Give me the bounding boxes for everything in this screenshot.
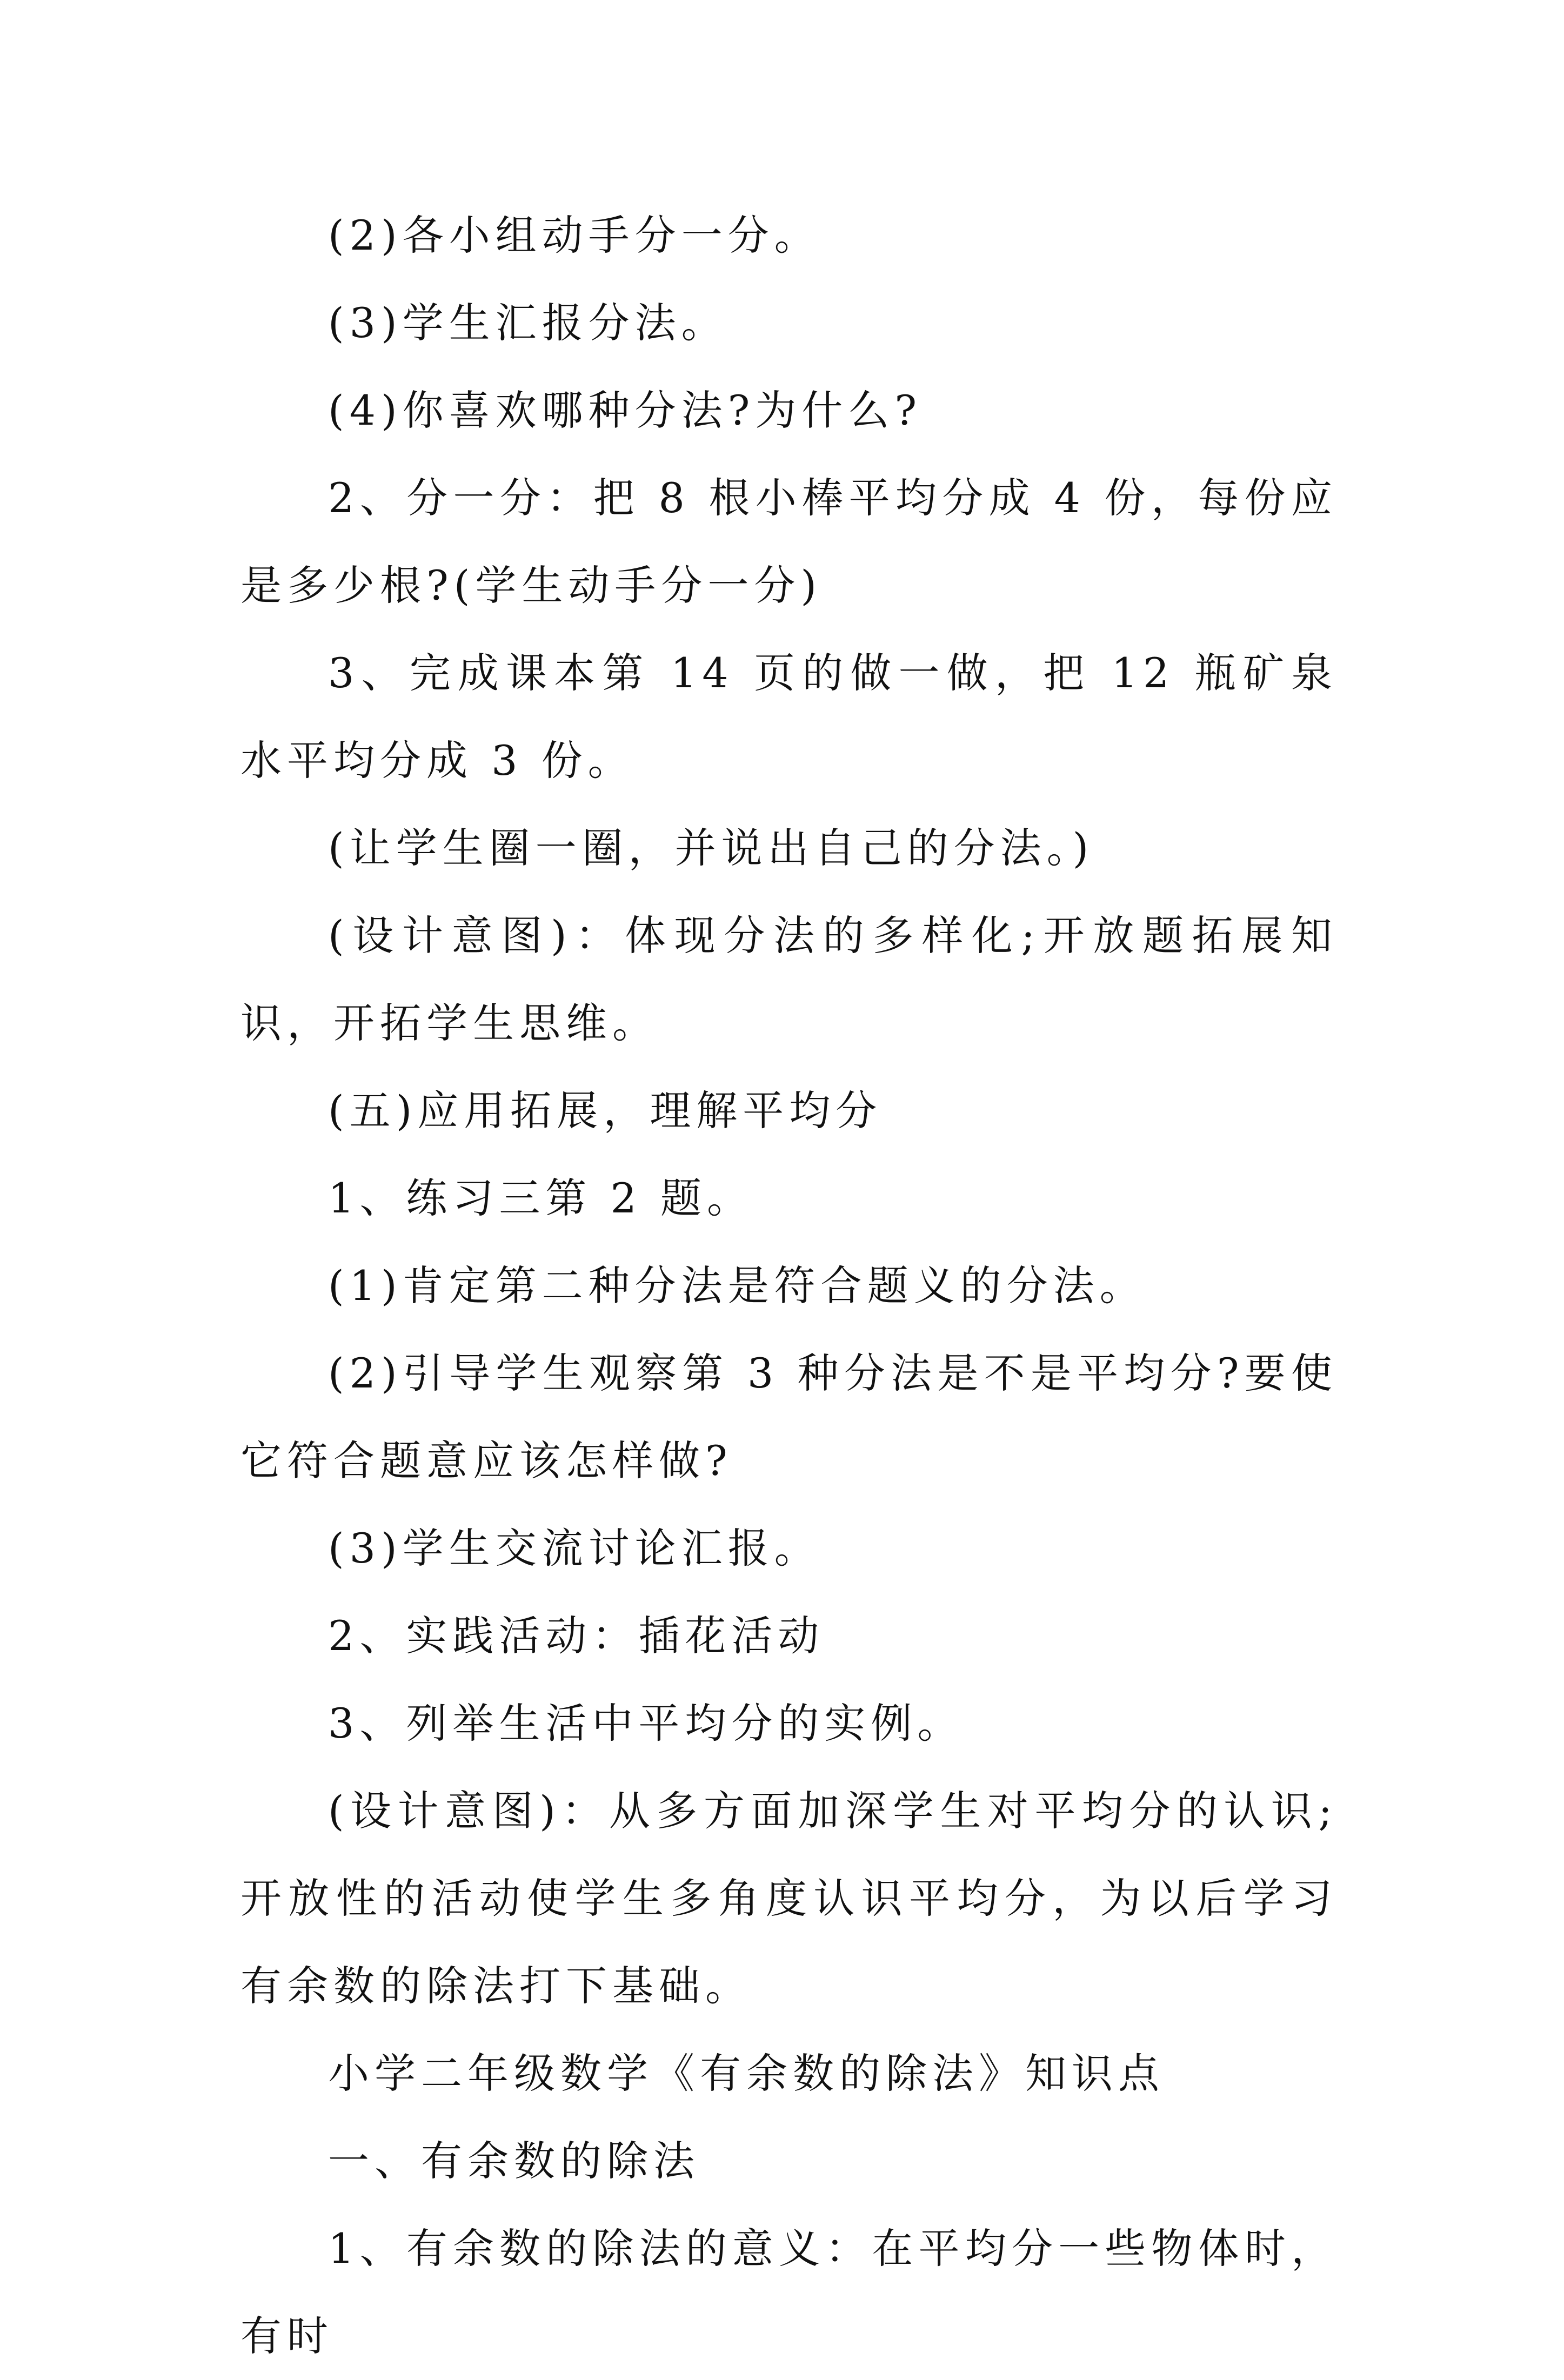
paragraph: (2)各小组动手分一分。: [328, 211, 821, 259]
paragraph: (3)学生交流讨论汇报。: [328, 1524, 821, 1572]
paragraph: (设计意图)：体现分法的多样化;开放题拓展知识，开拓学生思维。: [240, 911, 1338, 1047]
document-body: [240, 192, 1338, 2380]
paragraph: 3、完成课本第 14 页的做一做，把 12 瓶矿泉水平均分成 3 份。: [240, 649, 1338, 785]
section-heading: (五)应用拓展，理解平均分: [328, 1087, 883, 1135]
paragraph: (让学生圈一圈，并说出自己的分法。): [328, 824, 1094, 872]
paragraph: (1)肯定第二种分法是符合题义的分法。: [328, 1262, 1146, 1310]
paragraph: 1、有余数的除法的意义：在平均分一些物体时，有时: [240, 2224, 1338, 2360]
paragraph: 2、实践活动：插花活动: [328, 1612, 825, 1660]
document-title: 小学二年级数学《有余数的除法》知识点: [328, 2049, 1165, 2097]
paragraph: (3)学生汇报分法。: [328, 299, 728, 347]
paragraph: 2、分一分：把 8 根小棒平均分成 4 份，每份应是多少根?(学生动手分一分): [240, 474, 1338, 609]
paragraph: 3、列举生活中平均分的实例。: [328, 1699, 964, 1747]
paragraph: (4)你喜欢哪种分法?为什么?: [328, 386, 923, 434]
paragraph: 1、练习三第 2 题。: [328, 1174, 754, 1222]
paragraph: (设计意图)：从多方面加深学生对平均分的认识;开放性的活动使学生多角度认识平均分，为以后学习有余数的除法打下基础。: [240, 1787, 1338, 2010]
paragraph: (2)引导学生观察第 3 种分法是不是平均分?要使它符合题意应该怎样做?: [240, 1349, 1338, 1485]
section-heading: 一、有余数的除法: [328, 2137, 700, 2185]
